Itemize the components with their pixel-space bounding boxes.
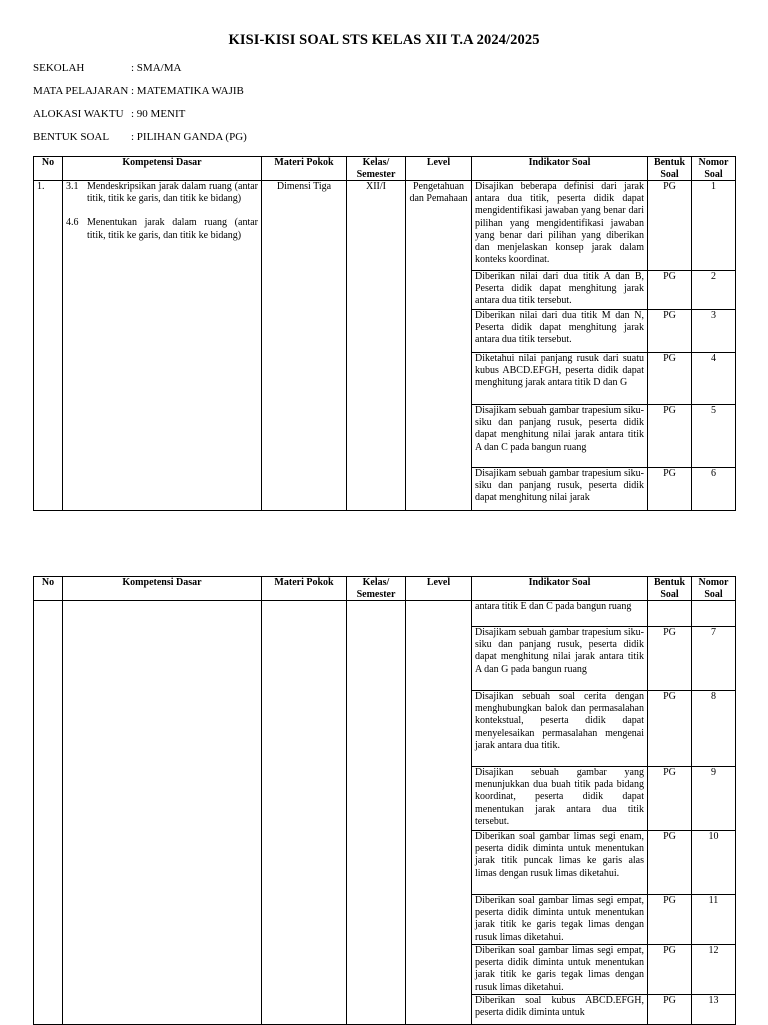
indikator-cell: Diberikan soal gambar limas segi empat, peserta didik diminta untuk menentukan jarak titik ke garis tegak limas dengan rusuk limas diketahui.	[472, 895, 648, 945]
header-bentuk: Bentuk Soal	[648, 577, 692, 601]
document-title: KISI-KISI SOAL STS KELAS XII T.A 2024/2025	[228, 32, 540, 48]
indikator-cell: antara titik E dan C pada bangun ruang	[472, 601, 648, 627]
bentuk-cell: PG	[648, 945, 692, 995]
nomor-cell: 7	[692, 627, 736, 691]
bentuk-cell: PG	[648, 895, 692, 945]
nomor-cell: 8	[692, 691, 736, 767]
header-no: No	[34, 157, 63, 181]
bentuk-cell: PG	[648, 995, 692, 1025]
meta-label: MATA PELAJARAN	[33, 85, 129, 97]
row-number: 1.	[34, 181, 63, 511]
level-cell	[406, 601, 472, 1025]
header-materi: Materi Pokok	[262, 157, 347, 181]
kd-item	[66, 217, 258, 241]
level-cell: Pengetahuan dan Pemahaan	[406, 181, 472, 511]
table-header-row	[34, 157, 736, 181]
kelas-cell	[347, 601, 406, 1025]
indikator-cell: Disajikan beberapa definisi dari jarak antara dua titik, peserta didik dapat mengidentifikasi jawaban yang benar dari pilihan yang mengidentifikasi jawaban yang benar dari pilihan yang diberikan dan menjelaskan konsep jarak dalam konteks koordinat.	[472, 181, 648, 271]
meta-value: : MATEMATIKA WAJIB	[131, 85, 244, 97]
meta-label: SEKOLAH	[33, 62, 85, 74]
kelas-cell: XII/I	[347, 181, 406, 511]
nomor-cell: 2	[692, 271, 736, 310]
table-row	[34, 181, 736, 271]
bentuk-cell: PG	[648, 468, 692, 511]
meta-label: ALOKASI WAKTU	[33, 108, 124, 120]
nomor-cell: 3	[692, 310, 736, 353]
nomor-cell	[692, 601, 736, 627]
nomor-cell: 5	[692, 405, 736, 468]
kd-text: Menentukan jarak dalam ruang (antar titik, titik ke garis, dan titik ke bidang)	[87, 217, 258, 241]
header-kelas: Kelas/ Semester	[347, 577, 406, 601]
header-indikator: Indikator Soal	[472, 157, 648, 181]
kd-cell	[63, 181, 262, 511]
nomor-cell: 12	[692, 945, 736, 995]
bentuk-cell	[648, 601, 692, 627]
nomor-cell: 11	[692, 895, 736, 945]
nomor-cell: 9	[692, 767, 736, 831]
meta-time	[33, 108, 185, 120]
grid-table-page-2	[33, 576, 736, 1025]
header-nomor: Nomor Soal	[692, 157, 736, 181]
materi-cell: Dimensi Tiga	[262, 181, 347, 511]
header-materi: Materi Pokok	[262, 577, 347, 601]
header-indikator: Indikator Soal	[472, 577, 648, 601]
nomor-cell: 6	[692, 468, 736, 511]
meta-value: : 90 MENIT	[131, 108, 186, 120]
materi-cell	[262, 601, 347, 1025]
table-header-row	[34, 577, 736, 601]
nomor-cell: 10	[692, 831, 736, 895]
table-row	[34, 601, 736, 627]
bentuk-cell: PG	[648, 310, 692, 353]
kd-code: 4.6	[66, 217, 79, 229]
indikator-cell: Diberikan nilai dari dua titik A dan B, Peserta didik dapat menghitung jarak antara dua titik tersebut.	[472, 271, 648, 310]
meta-value: : PILIHAN GANDA (PG)	[131, 131, 247, 143]
header-level: Level	[406, 577, 472, 601]
nomor-cell: 4	[692, 353, 736, 405]
kd-code: 3.1	[66, 181, 79, 192]
indikator-cell: Diberikan soal gambar limas segi enam, peserta didik diminta untuk menentukan jarak titik puncak limas ke garis alas limas dengan rusuk limas diketahui.	[472, 831, 648, 895]
bentuk-cell: PG	[648, 353, 692, 405]
row-number	[34, 601, 63, 1025]
indikator-cell: Disajikan sebuah gambar yang menunjukkan dua buah titik pada bidang koordinat, peserta didik dapat menentukan jarak antara dua titik tersebut.	[472, 767, 648, 831]
kd-item	[66, 181, 258, 205]
meta-subject	[33, 85, 244, 97]
bentuk-cell: PG	[648, 405, 692, 468]
indikator-cell: Disajikam sebuah gambar trapesium siku-siku dan panjang rusuk, peserta didik dapat menghitung nilai jarak antara titik A dan C pada bangun ruang	[472, 405, 648, 468]
header-kd: Kompetensi Dasar	[63, 157, 262, 181]
kd-cell	[63, 601, 262, 1025]
meta-label: BENTUK SOAL	[33, 131, 110, 143]
indikator-cell: Disajikam sebuah gambar trapesium siku-siku dan panjang rusuk, peserta didik dapat menghitung nilai jarak	[472, 468, 648, 511]
nomor-cell: 1	[692, 181, 736, 271]
meta-school	[33, 62, 181, 74]
header-level: Level	[406, 157, 472, 181]
indikator-cell: Diketahui nilai panjang rusuk dari suatu kubus ABCD.EFGH, peserta didik dapat menghitung jarak antara titik D dan G	[472, 353, 648, 405]
nomor-cell: 13	[692, 995, 736, 1025]
kd-text: Mendeskripsikan jarak dalam ruang (antar titik, titik ke garis, dan titik ke bidang)	[87, 181, 258, 205]
grid-table-page-1	[33, 156, 736, 511]
meta-value: : SMA/MA	[131, 62, 182, 74]
bentuk-cell: PG	[648, 271, 692, 310]
meta-question-type	[33, 131, 247, 143]
bentuk-cell: PG	[648, 831, 692, 895]
indikator-cell: Diberikan soal gambar limas segi empat, peserta didik diminta untuk menentukan jarak titik ke garis tegak limas dengan rusuk limas diketahui.	[472, 945, 648, 995]
header-bentuk: Bentuk Soal	[648, 157, 692, 181]
indikator-cell: Diberikan soal kubus ABCD.EFGH, peserta didik diminta untuk	[472, 995, 648, 1025]
bentuk-cell: PG	[648, 691, 692, 767]
header-kelas: Kelas/ Semester	[347, 157, 406, 181]
header-nomor: Nomor Soal	[692, 577, 736, 601]
indikator-cell: Diberikan nilai dari dua titik M dan N, Peserta didik dapat menghitung jarak antara dua titik tersebut.	[472, 310, 648, 353]
header-kd: Kompetensi Dasar	[63, 577, 262, 601]
bentuk-cell: PG	[648, 181, 692, 271]
indikator-cell: Disajikam sebuah gambar trapesium siku-siku dan panjang rusuk, peserta didik dapat menghitung nilai jarak antara titik A dan G pada bangun ruang	[472, 627, 648, 691]
bentuk-cell: PG	[648, 627, 692, 691]
bentuk-cell: PG	[648, 767, 692, 831]
header-no: No	[34, 577, 63, 601]
indikator-cell: Disajikan sebuah soal cerita dengan menghubungkan balok dan permasalahan kontekstual, peserta didik dapat menyelesaikan permasalahan mengenai jarak antara dua titik.	[472, 691, 648, 767]
